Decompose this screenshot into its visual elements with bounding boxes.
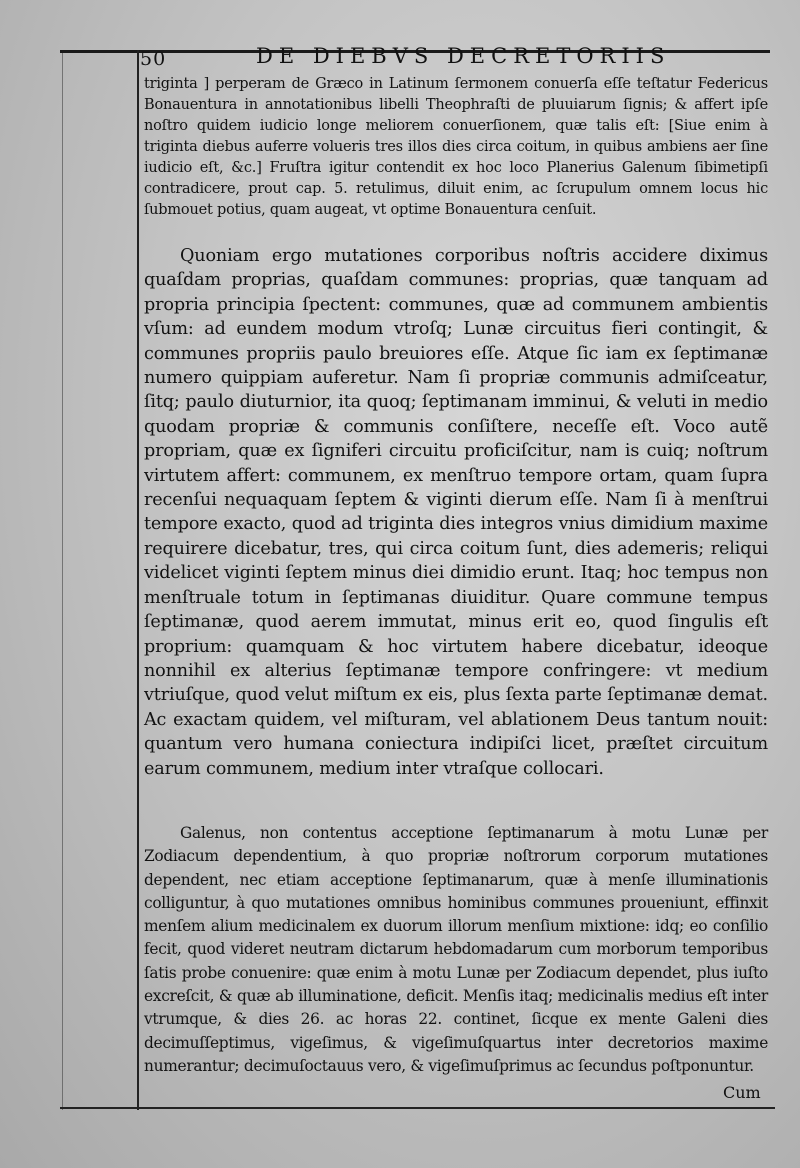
galen-text: Galenus, non contentus acceptione ſeptimanarum à motu Lunæ per Zodiacum dependentium, à quo propriæ noſtrorum corporum mutationes dependent, nec etiam acceptione ſeptimanarum, quæ à menſe illuminationis colliguntur, à quo mutationes omnibus hominibus communes proueniunt, effinxit menſem alium medicinalem ex duorum illorum menſium mixtione: idq; eo conſilio fecit, quod videret neutram dictarum hebdomadarum cum morborum temporibus ſatis probe conuenire: quæ enim à motu Lunæ per Zodiacum dependet, plus iuſto excreſcit, & quæ ab illuminatione, deficit. Menſis itaq; medicinalis medius eſt inter vtrumque, & dies 26. ac horas 22. continet, ſicque ex mente Galeni dies decimuſſeptimus, vigeſimus, & vigeſimuſquartus inter decretorios maxime numerantur; decimuſoctauus vero, & vigeſimuſprimus ac ſecundus poſtponuntur.: [144, 824, 768, 1075]
catchword: Cum: [723, 1083, 761, 1102]
footer-rule: [60, 1107, 775, 1109]
annotation-paragraph: [144, 74, 768, 221]
left-margin-rule: [137, 50, 139, 1110]
outer-margin-rule: [62, 50, 63, 1110]
page-number: 50: [140, 48, 167, 70]
galen-paragraph: [144, 822, 768, 1078]
annotation-text: triginta ] perperam de Græco in Latinum ſermonem conuerſa eſſe teſtatur Federicus Bonauentura in annotationibus libelli Theophraſti de pluuiarum ſignis; & affert ipſe noſtro quidem iudicio longe meliorem conuerſionem, quæ talis eſt: [Siue enim à triginta diebus auferre volueris tres illos dies circa coitum, in quibus ambiens aer ſine iudicio eſt, &c.] Fruſtra igitur contendit ex hoc loco Planerius Galenum ſibimetipſi contradicere, prout cap. 5. retulimus, diluit enim, ac ſcrupulum omnem locus hic ſubmouet potius, quam augeat, vt optime Bonauentura cenſuit.: [144, 76, 768, 218]
main-text: Quoniam ergo mutationes corporibus noſtris accidere diximus quaſdam proprias, quaſdam communes: proprias, quæ tanquam ad propria principia ſpectent: communes, quæ ad communem ambientis vſum: ad eundem modum vtroſq; Lunæ circuitus fieri contingit, & communes propriis paulo breuiores eſſe. Atque ſic iam ex ſeptimanæ numero quippiam auferetur. Nam ſi propriæ communis admiſceatur, ſitq; paulo diuturnior, ita quoq; ſeptimanam imminui, & veluti in medio quodam propriæ & communis conſiſtere, neceſſe eſt. Voco autẽ propriam, quæ ex ſigniferi circuitu proficiſcitur, nam is cuiq; noſtrum virtutem affert: communem, ex menſtruo tempore ortam, quam ſupra recenſui nequaquam ſeptem & viginti dierum eſſe. Nam ſi à menſtrui tempore exacto, quod ad triginta dies integros vnius dimidium maxime requirere dicebatur, tres, qui circa coitum ſunt, dies ademeris; reliqui videlicet viginti ſeptem minus diei dimidio erunt. Itaq; hoc tempus non menſtruale totum in ſeptimanas diuiditur. Quare commune tempus ſeptimanæ, quod aerem immutat, minus erit eo, quod ſingulis eſt proprium: quamquam & hoc virtutem habere dicebatur, ideoque nonnihil ex alterius ſeptimanæ tempore confringere: vt medium vtriuſque, quod velut miſtum ex eis, plus ſexta parte ſeptimanæ demat. Ac exactam quidem, vel miſturam, vel ablationem Deus tantum nouit: quantum vero humana coniectura indipiſci licet, præſtet circuitum earum communem, medium inter vtraſque collocari.: [144, 246, 768, 779]
running-head: DE DIEBVS DECRETORIIS: [256, 44, 671, 68]
main-paragraph: [144, 244, 768, 781]
